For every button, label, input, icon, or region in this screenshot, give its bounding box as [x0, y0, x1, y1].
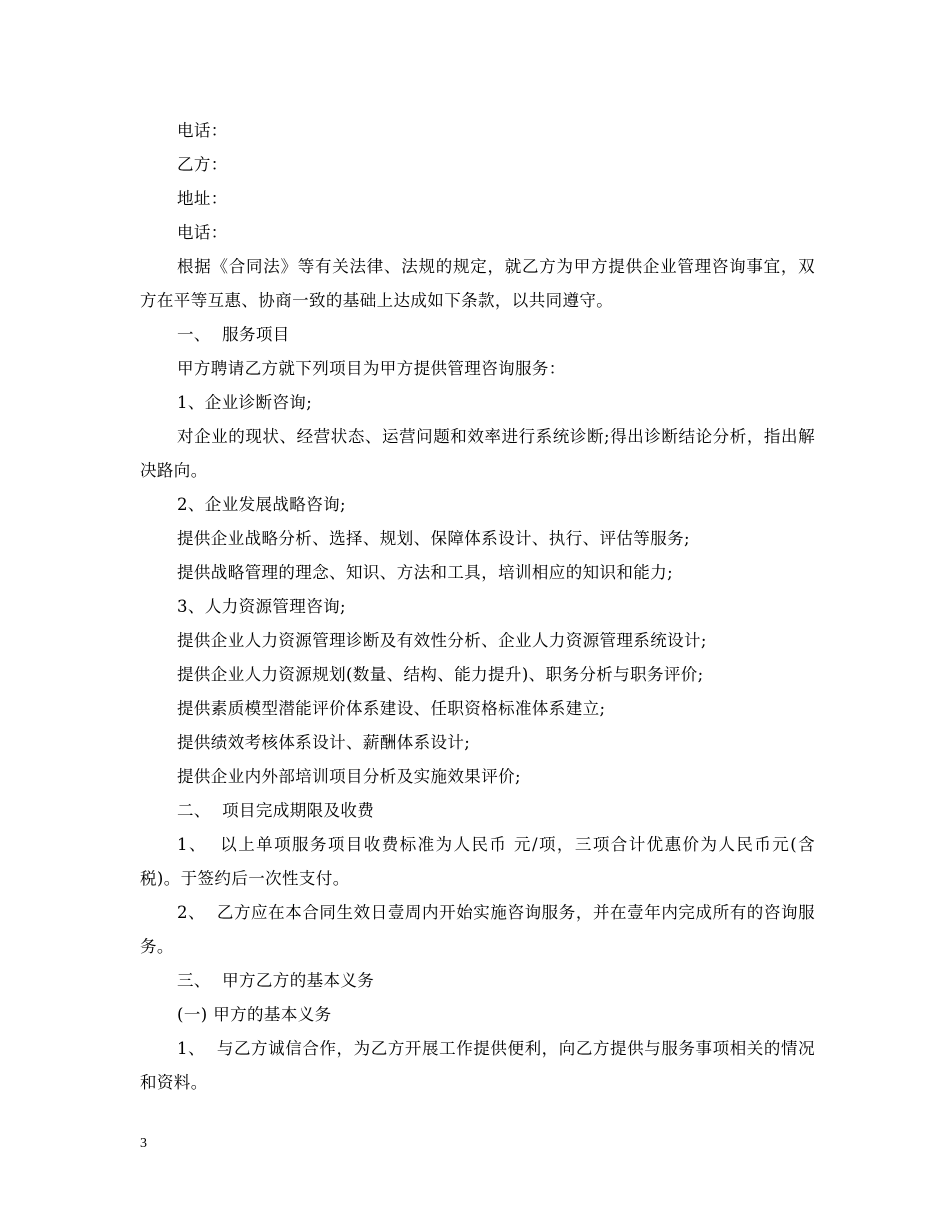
section-heading-services: 一、 服务项目	[177, 325, 290, 344]
subsection-heading-party-a: (一) 甲方的基本义务	[177, 1005, 332, 1024]
paragraph-hr-detail-5: 提供企业内外部培训项目分析及实施效果评价;	[177, 767, 521, 786]
list-item-strategy: 2、企业发展战略咨询;	[177, 495, 346, 514]
list-item-hr: 3、人力资源管理咨询;	[177, 597, 346, 616]
paragraph-party-b: 乙方：	[177, 155, 228, 174]
paragraph-hr-detail-2: 提供企业人力资源规划(数量、结构、能力提升)、职务分析与职务评价;	[177, 665, 704, 684]
list-item-diagnosis: 1、企业诊断咨询;	[177, 393, 313, 412]
section-heading-timeline-fees: 二、 项目完成期限及收费	[177, 801, 375, 820]
paragraph-address: 地址：	[177, 189, 228, 208]
paragraph-hr-detail-4: 提供绩效考核体系设计、薪酬体系设计;	[177, 733, 471, 752]
paragraph-hr-detail-1: 提供企业人力资源管理诊断及有效性分析、企业人力资源管理系统设计;	[177, 631, 707, 650]
paragraph-fees: 1、 以上单项服务项目收费标准为人民币 元/项，三项合计优惠价为人民币元(含税)。于签约后一次性支付。	[140, 835, 815, 888]
page-number: 3	[140, 1136, 147, 1151]
paragraph-phone-1: 电话：	[177, 121, 228, 140]
section-heading-obligations: 三、 甲方乙方的基本义务	[177, 971, 375, 990]
paragraph-hr-detail-3: 提供素质模型潜能评价体系建设、任职资格标准体系建立;	[177, 699, 606, 718]
paragraph-strategy-detail-1: 提供企业战略分析、选择、规划、保障体系设计、执行、评估等服务;	[177, 529, 690, 548]
paragraph-preamble: 根据《合同法》等有关法律、法规的规定，就乙方为甲方提供企业管理咨询事宜，双方在平等互惠、协商一致的基础上达成如下条款，以共同遵守。	[140, 257, 815, 310]
document-body	[140, 114, 815, 1100]
paragraph-timeline: 2、 乙方应在本合同生效日壹周内开始实施咨询服务，并在壹年内完成所有的咨询服务。	[140, 903, 815, 956]
paragraph-services-intro: 甲方聘请乙方就下列项目为甲方提供管理咨询服务：	[177, 359, 566, 378]
paragraph-party-a-obligation-1: 1、 与乙方诚信合作，为乙方开展工作提供便利，向乙方提供与服务事项相关的情况和资料。	[140, 1039, 815, 1092]
paragraph-phone-2: 电话：	[177, 223, 228, 242]
paragraph-diagnosis-detail: 对企业的现状、经营状态、运营问题和效率进行系统诊断;得出诊断结论分析，指出解决路向。	[140, 427, 815, 480]
paragraph-strategy-detail-2: 提供战略管理的理念、知识、方法和工具，培训相应的知识和能力;	[177, 563, 674, 582]
